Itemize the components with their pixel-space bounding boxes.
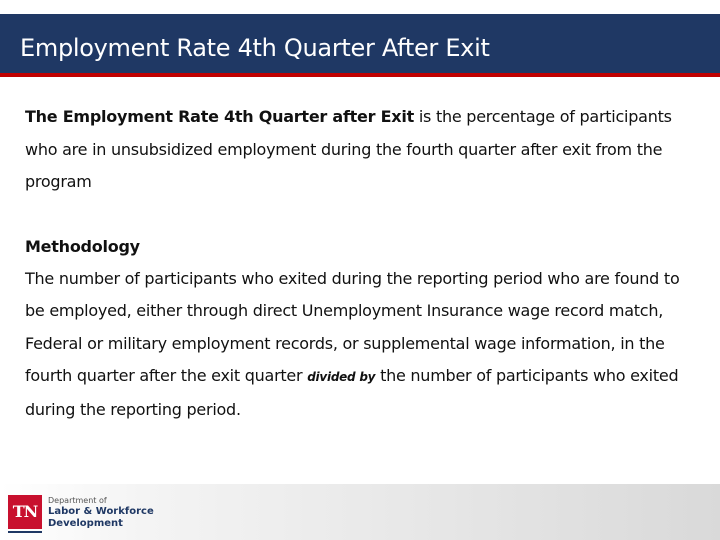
logo-line-labor: Labor & Workforce bbox=[48, 506, 154, 517]
definition-paragraph bbox=[25, 101, 695, 199]
methodology-heading: Methodology bbox=[25, 236, 140, 256]
definition-text: is the percentage of participants who are in unsubsidized employment during the fourth quarter after exit from the program bbox=[25, 107, 672, 191]
department-logo bbox=[8, 495, 154, 535]
methodology-paragraph bbox=[25, 263, 695, 427]
page-title: Employment Rate 4th Quarter After Exit bbox=[20, 34, 490, 62]
logo-text bbox=[48, 496, 154, 530]
definition-term: The Employment Rate 4th Quarter after Exit bbox=[25, 107, 414, 126]
spacer bbox=[25, 199, 695, 231]
slide-content bbox=[25, 101, 695, 426]
logo-line-department: Department of bbox=[48, 496, 107, 505]
tn-logo-mark: TN bbox=[8, 495, 42, 529]
title-bar bbox=[0, 14, 720, 77]
footer bbox=[0, 484, 720, 540]
divided-by-label: divided by bbox=[307, 370, 376, 384]
methodology-text-before: The number of participants who exited during the reporting period who are found to be employed, either through direct Unemployment Insurance wage record match, Federal or military employment records, or supplemental wage information, in the fourth quarter after the exit quarter bbox=[25, 268, 680, 385]
methodology-text-after: the number of participants who exited during the reporting period. bbox=[25, 366, 679, 419]
logo-line-development: Development bbox=[48, 518, 123, 529]
